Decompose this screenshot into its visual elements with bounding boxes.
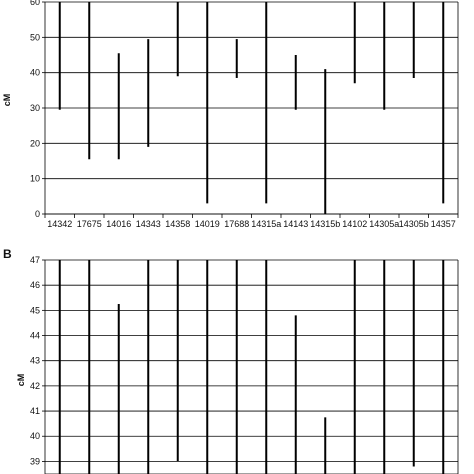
- panel-a: [2, 0, 458, 229]
- y-tick-label: 30: [29, 103, 40, 113]
- y-axis-label: cM: [2, 93, 12, 107]
- x-tick-label: 14342: [47, 219, 73, 229]
- x-tick-label: 14343: [135, 219, 161, 229]
- x-tick-label: 14315a: [251, 219, 282, 229]
- y-ticks: [30, 255, 40, 466]
- x-tick-label: 14019: [194, 219, 220, 229]
- range-lines: [60, 260, 444, 474]
- y-tick-label: 41: [29, 406, 40, 417]
- panel-b: [3, 247, 458, 474]
- x-tick-label: 14358: [165, 219, 191, 229]
- y-tick-label: 60: [29, 0, 40, 7]
- y-tick-label: 40: [29, 67, 40, 78]
- y-tick-label: 50: [29, 32, 40, 43]
- x-tick-label: 14305b: [398, 219, 429, 229]
- y-tick-label: 40: [29, 431, 40, 442]
- panel-letter: B: [3, 247, 12, 261]
- y-tick-label: 44: [29, 330, 40, 341]
- x-tick-label: 14016: [106, 219, 132, 229]
- y-tick-label: 43: [29, 355, 40, 366]
- y-tick-label: 42: [29, 380, 40, 391]
- y-tick-label: 0: [34, 209, 40, 219]
- y-tick-label: 10: [29, 173, 40, 184]
- x-ticks: [47, 219, 456, 229]
- y-tick-label: 39: [29, 456, 40, 467]
- y-axis-label: cM: [16, 373, 26, 387]
- grid: [42, 260, 458, 474]
- y-tick-label: 20: [29, 138, 40, 149]
- y-tick-label: 47: [29, 255, 40, 265]
- y-tick-label: 45: [29, 305, 40, 316]
- y-ticks: [30, 0, 40, 219]
- y-tick-label: 46: [29, 280, 40, 291]
- x-tick-label: 14315b: [310, 219, 341, 229]
- grid: [42, 2, 458, 218]
- x-tick-label: 14305a: [369, 219, 400, 229]
- x-tick-label: 17675: [76, 219, 102, 229]
- x-tick-label: 14143: [283, 219, 309, 229]
- x-tick-label: 17688: [224, 219, 250, 229]
- x-tick-label: 14357: [430, 219, 456, 229]
- x-tick-label: 14102: [342, 219, 368, 229]
